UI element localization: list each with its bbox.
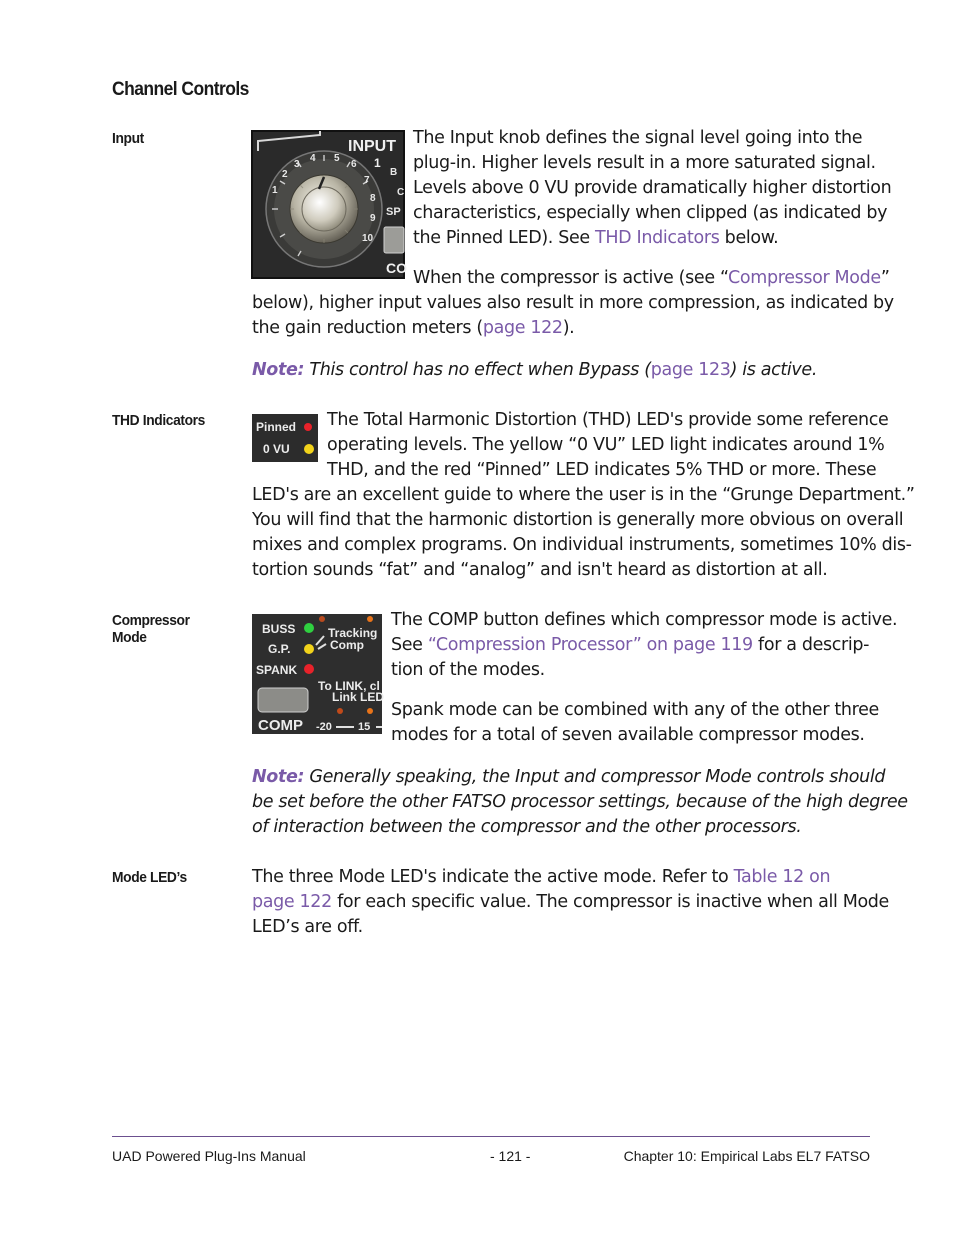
input-fig-side-sp: SP (386, 206, 401, 218)
input-label: Input (112, 130, 144, 147)
link-table-12[interactable]: Table 12 on (733, 867, 831, 887)
link-led-label: Link LED (332, 690, 385, 704)
link-page-122[interactable]: page 122 (482, 318, 563, 338)
link-compressor-mode[interactable]: Compressor Mode (728, 268, 881, 288)
input-fig-side-b: B (390, 167, 398, 178)
input-fig-bottom: CO (386, 260, 407, 276)
buss-label: BUSS (262, 622, 296, 636)
mode-leds-para: The three Mode LED's indicate the active mode. Refer to Table 12 on page 122 for each specific value. The compressor is inactive when all Mode LED’s are off. (252, 867, 889, 937)
scale-8: 8 (370, 193, 376, 204)
thd-label: THD Indicators (112, 412, 205, 429)
comp-para-1: The COMP button defines which compressor mode is active. See “Compression Processor” on page 119 for a descrip- tion of the modes. (391, 610, 898, 680)
thd-para-top: The Total Harmonic Distortion (THD) LED's provide some reference operating levels. The yellow “0 VU” LED light indicates around 1% THD, and the red “Pinned” LED indicates 5% THD or more. These (327, 410, 889, 480)
comp-button-label: COMP (258, 717, 303, 734)
fifteen-label: 15 (358, 721, 371, 733)
scale-5: 5 (334, 153, 340, 164)
tracking-label: Tracking (328, 626, 378, 640)
spank-led (304, 664, 314, 674)
section-heading: Channel Controls (112, 79, 249, 100)
input-para-2b: below), higher input values also result in more compression, as indicated by the gain reduction meters (page 122). (252, 293, 894, 338)
to-link-label: To LINK, cl (318, 679, 380, 693)
thd-para-bottom: LED's are an excellent guide to where the user is in the “Grunge Department.” You will find that the harmonic distortion is generally more obvious on overall mixes and complex programs. On individual instruments, sometimes 10% dis- tortion sounds “fat” and “analog” and isn't heard as distortion at all. (252, 485, 915, 580)
spank-label: SPANK (256, 663, 298, 677)
comp-small-label: Comp (330, 638, 364, 652)
input-para-2a: When the compressor is active (see “Compressor Mode” (413, 268, 890, 288)
input-fig-num: 1 (374, 156, 381, 170)
scale-1: 1 (272, 185, 278, 196)
scale-4: 4 (310, 153, 316, 164)
link-page-122-b[interactable]: page 122 (252, 892, 332, 912)
footer-left: UAD Powered Plug-Ins Manual (112, 1148, 306, 1164)
footer-rule (112, 1136, 870, 1137)
gp-led (304, 644, 314, 654)
link-compression-processor[interactable]: “Compression Processor” on page 119 (427, 635, 753, 655)
gp-label: G.P. (268, 642, 291, 656)
comp-mode-figure (252, 614, 385, 734)
thd-led-figure (252, 414, 318, 462)
button-shape (384, 227, 404, 253)
buss-led (304, 623, 314, 633)
mode-leds-label: Mode LED’s (112, 869, 187, 886)
comp-button-shape (258, 688, 308, 712)
link-thd-indicators[interactable]: THD Indicators (595, 228, 720, 248)
zero-vu-led (304, 444, 314, 454)
comp-note: Note: Generally speaking, the Input and compressor Mode controls should be set before the other FATSO processor settings, because of the high degree of interaction between the compressor and the other processors. (252, 767, 908, 837)
input-knob-figure (252, 131, 407, 278)
note-label: Note: (252, 360, 305, 380)
input-para-1: The Input knob defines the signal level going into the plug-in. Higher levels result in a more saturated signal. Levels above 0 VU provide dramatically higher distortion characteristics, especially when clipped (as indicated by the Pinned LED). See THD Indicators below. (413, 128, 892, 248)
footer-right: Chapter 10: Empirical Labs EL7 FATSO (623, 1148, 870, 1164)
scale-9: 9 (370, 213, 376, 224)
pinned-label: Pinned (256, 420, 297, 434)
meter-led-top-1 (319, 616, 325, 622)
scale-3: 3 (294, 159, 300, 170)
meter-led-bottom-1 (337, 708, 343, 714)
link-page-123[interactable]: page 123 (650, 360, 731, 380)
input-note: Note: This control has no effect when Bypass (page 123) is active. (252, 360, 818, 380)
input-fig-title: INPUT (348, 138, 396, 155)
scale-10: 10 (362, 233, 374, 244)
compressor-mode-label: Compressor Mode (112, 612, 190, 646)
footer-page-number: - 121 - (490, 1148, 531, 1164)
scale-6: 6 (351, 159, 357, 170)
meter-led-top-2 (367, 616, 373, 622)
pinned-led (304, 423, 312, 431)
meter-led-bottom-2 (367, 708, 373, 714)
scale-7: 7 (364, 175, 370, 186)
zero-vu-label: 0 VU (263, 442, 290, 456)
note-label: Note: (252, 767, 305, 787)
comp-para-2: Spank mode can be combined with any of the other three modes for a total of seven available compressor modes. (391, 700, 879, 745)
minus-20-label: -20 (316, 721, 332, 733)
scale-2: 2 (282, 169, 288, 180)
input-fig-side-c: C (397, 187, 405, 198)
